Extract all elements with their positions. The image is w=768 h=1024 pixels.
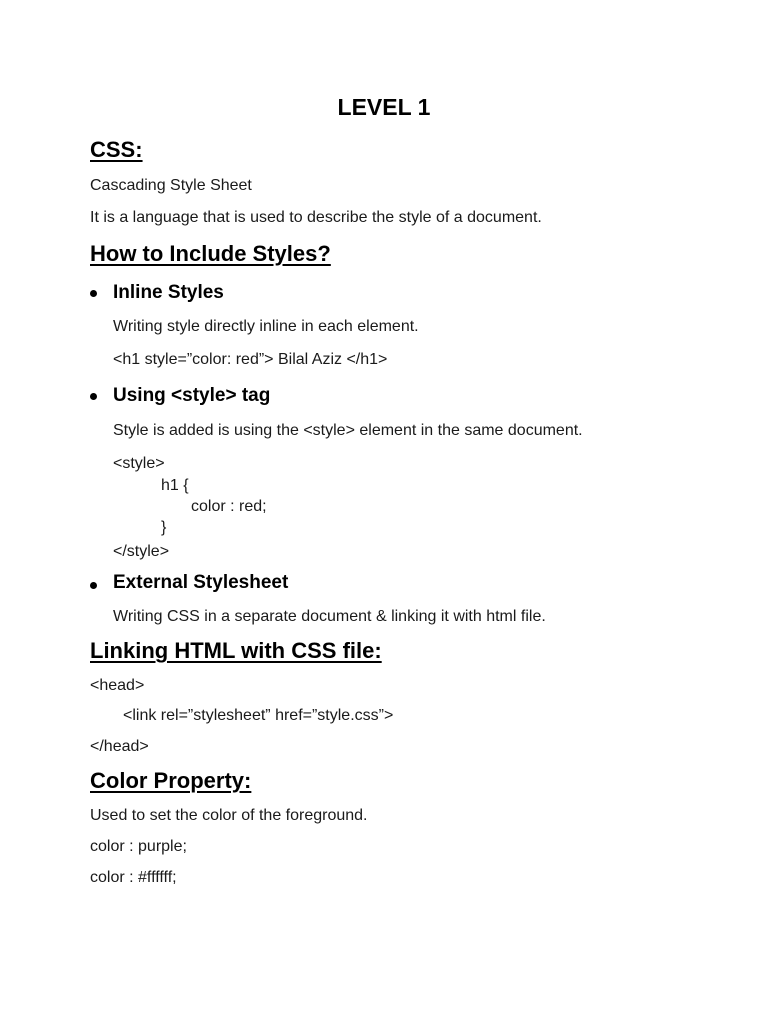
style-tag-title: Using <style> tag (113, 385, 271, 406)
css-heading: CSS: (90, 137, 143, 162)
code-line: color : purple; (90, 838, 187, 855)
code-line: </style> (113, 543, 170, 560)
code-line: <link rel=”stylesheet” href=”style.css”> (123, 707, 394, 724)
inline-styles-desc: Writing style directly inline in each element. (113, 318, 419, 335)
inline-styles-title: Inline Styles (113, 282, 224, 303)
code-line: h1 { (161, 477, 189, 494)
external-stylesheet-title: External Stylesheet (113, 572, 289, 593)
bullet-icon (90, 393, 97, 400)
code-line: </head> (90, 738, 149, 755)
code-line: color : red; (191, 498, 267, 515)
bullet-icon (90, 290, 97, 297)
include-styles-heading: How to Include Styles? (90, 241, 331, 266)
inline-styles-example: <h1 style=”color: red”> Bilal Aziz </h1> (113, 351, 388, 368)
style-tag-desc: Style is added is using the <style> element in the same document. (113, 422, 583, 439)
page-title: LEVEL 1 (337, 94, 431, 120)
linking-heading: Linking HTML with CSS file: (90, 638, 382, 663)
color-property-heading: Color Property: (90, 768, 252, 793)
code-line: } (161, 519, 167, 536)
color-property-desc: Used to set the color of the foreground. (90, 807, 368, 824)
css-definition: Cascading Style Sheet (90, 177, 252, 194)
bullet-icon (90, 582, 97, 589)
code-line: <head> (90, 677, 145, 694)
code-line: <style> (113, 455, 165, 472)
css-description: It is a language that is used to describe the style of a document. (90, 209, 542, 226)
code-line: color : #ffffff; (90, 869, 177, 886)
external-stylesheet-desc: Writing CSS in a separate document & linking it with html file. (113, 608, 546, 625)
